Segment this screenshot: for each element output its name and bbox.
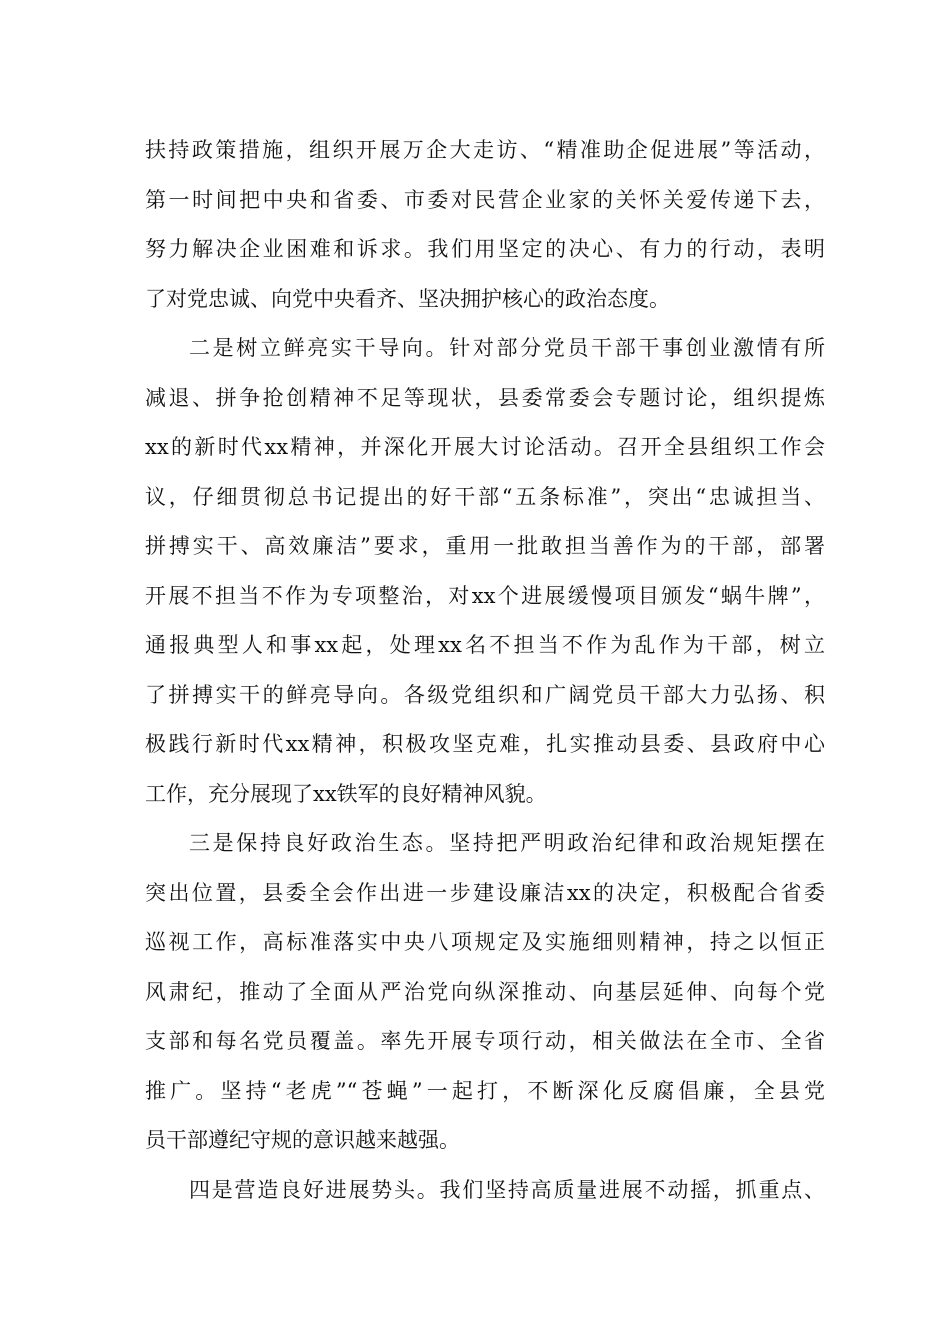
text-line: 工作，充分展现了xx铁军的良好精神风貌。 [145, 781, 547, 806]
text-line: xx的新时代xx精神，并深化开展大讨论活动。召开全县组织工作会 [145, 435, 825, 459]
text-line: 突出位置，县委全会作出进一步建设廉洁xx的决定，积极配合省委 [145, 880, 825, 905]
paragraph-start-line: 二是树立鲜亮实干导向。针对部分党员干部干事创业激情有所 [189, 336, 825, 360]
text-line: 减退、拼争抢创精神不足等现状，县委常委会专题讨论，组织提炼 [145, 385, 825, 410]
text-line: 极践行新时代xx精神，积极攻坚克难，扎实推动县委、县政府中心 [145, 732, 825, 756]
text-line: 努力解决企业困难和诉求。我们用坚定的决心、有力的行动，表明 [145, 237, 825, 261]
text-line: 通报典型人和事xx起，处理xx名不担当不作为乱作为干部，树立 [145, 633, 825, 657]
text-line: 风肃纪，推动了全面从严治党向纵深推动、向基层延伸、向每个党 [145, 979, 825, 1004]
text-line: 议，仔细贯彻总书记提出的好干部“五条标准”，突出“忠诚担当、 [145, 484, 825, 509]
paragraph-start-line: 三是保持良好政治生态。坚持把严明政治纪律和政治规矩摆在 [189, 831, 825, 855]
text-line: 第一时间把中央和省委、市委对民营企业家的关怀关爱传递下去， [145, 187, 825, 212]
paragraph-start-line: 四是营造良好进展势头。我们坚持高质量进展不动摇，抓重点、 [189, 1177, 825, 1202]
text-line: 了对党忠诚、向党中央看齐、坚决拥护核心的政治态度。 [145, 286, 670, 311]
text-line: 扶持政策措施，组织开展万企大走访、“精准助企促进展”等活动， [145, 138, 825, 162]
text-line: 开展不担当不作为专项整治，对xx个进展缓慢项目颁发“蜗牛牌”， [145, 583, 825, 608]
text-line: 巡视工作，高标准落实中央八项规定及实施细则精神，持之以恒正 [145, 930, 825, 954]
text-line: 员干部遵纪守规的意识越来越强。 [145, 1128, 460, 1152]
text-line: 拼搏实干、高效廉洁”要求，重用一批敢担当善作为的干部，部署 [145, 534, 825, 558]
text-line: 推广。坚持“老虎”“苍蝇”一起打，不断深化反腐倡廉，全县党 [145, 1078, 825, 1103]
body-text [145, 126, 825, 1215]
text-line: 支部和每名党员覆盖。率先开展专项行动，相关做法在全市、全省 [145, 1029, 825, 1053]
text-line: 了拼搏实干的鲜亮导向。各级党组织和广阔党员干部大力弘扬、积 [145, 682, 825, 707]
